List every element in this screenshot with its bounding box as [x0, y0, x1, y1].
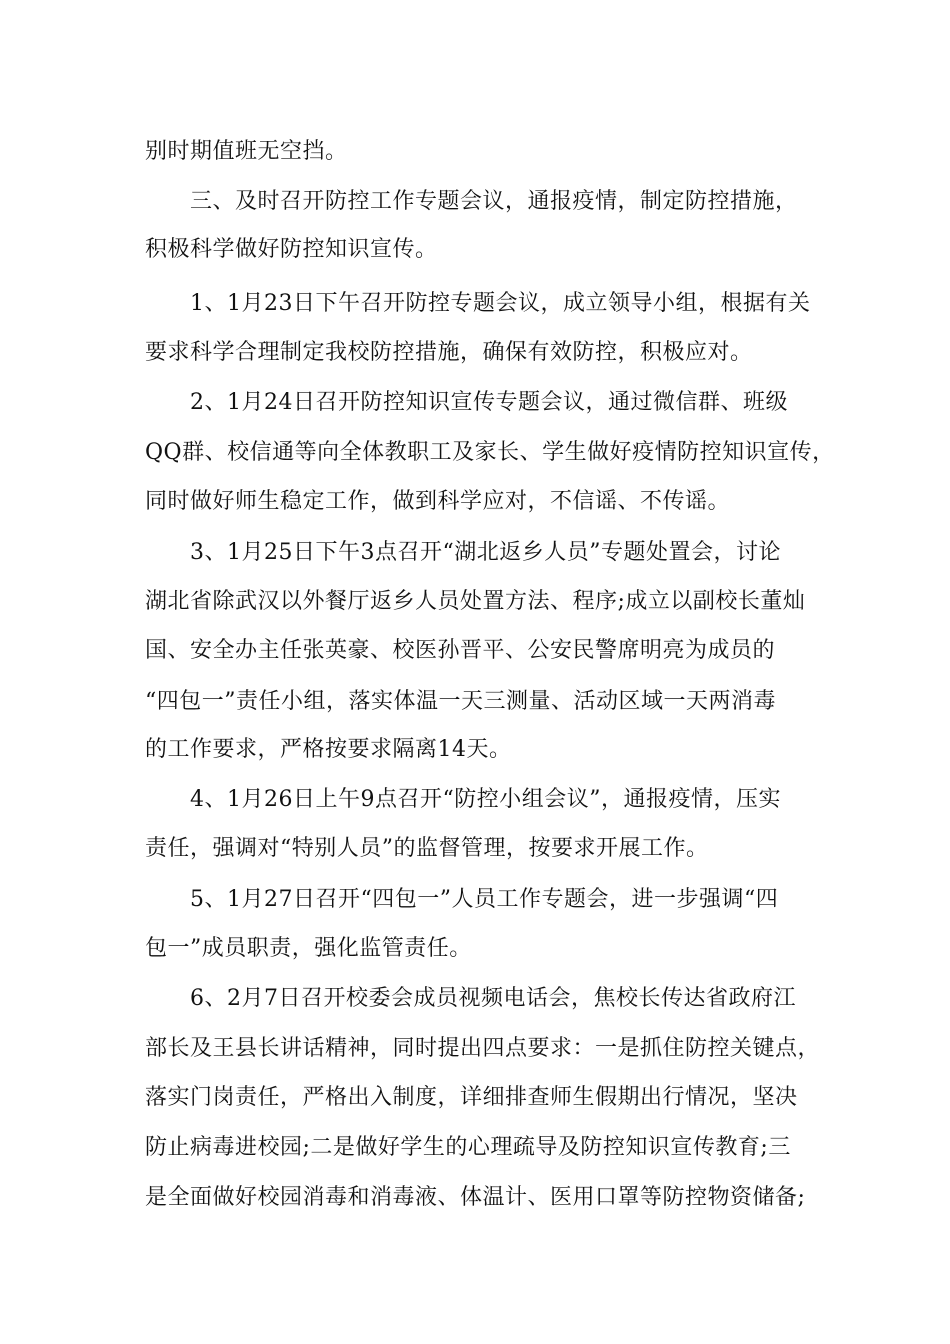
text-line: 要求科学合理制定我校防控措施，确保有效防控，积极应对。 [145, 340, 753, 365]
text-line: 5、1月27日召开“四包一”人员工作专题会，进一步强调“四 [190, 887, 779, 912]
text-line: 湖北省除武汉以外餐厅返乡人员处置方法、程序;成立以副校长董灿 [145, 589, 806, 614]
text-line: 责任，强调对“特别人员”的监督管理，按要求开展工作。 [145, 836, 709, 861]
text-line: 是全面做好校园消毒和消毒液、体温计、医用口罩等防控物资储备; [145, 1185, 806, 1210]
section-heading: 三、及时召开防控工作专题会议，通报疫情，制定防控措施， [190, 189, 798, 214]
text-line: 别时期值班无空挡。 [145, 139, 348, 164]
section-heading: 积极科学做好防控知识宣传。 [145, 237, 438, 262]
text-line: 同时做好师生稳定工作，做到科学应对，不信谣、不传谣。 [145, 489, 731, 514]
text-line: 落实门岗责任，严格出入制度，详细排查师生假期出行情况，坚决 [145, 1085, 798, 1110]
text-line: 国、安全办主任张英豪、校医孙晋平、公安民警席明亮为成员的 [145, 638, 776, 663]
text-line: “四包一”责任小组，落实体温一天三测量、活动区域一天两消毒 [145, 689, 776, 714]
text-line: QQ群、校信通等向全体教职工及家长、学生做好疫情防控知识宣传， [145, 440, 835, 465]
text-line: 1、1月23日下午召开防控专题会议，成立领导小组，根据有关 [190, 291, 811, 316]
text-line: 的工作要求，严格按要求隔离14天。 [145, 737, 512, 762]
text-line: 防止病毒进校园;二是做好学生的心理疏导及防控知识宣传教育;三 [145, 1135, 791, 1160]
text-line: 包一”成员职责，强化监管责任。 [145, 936, 472, 961]
text-line: 6、2月7日召开校委会成员视频电话会，焦校长传达省政府江 [190, 986, 796, 1011]
text-line: 2、1月24日召开防控知识宣传专题会议，通过微信群、班级 [190, 390, 788, 415]
text-line: 3、1月25日下午3点召开“湖北返乡人员”专题处置会，讨论 [190, 540, 781, 565]
text-line: 部长及王县长讲话精神，同时提出四点要求：一是抓住防控关键点， [145, 1036, 821, 1061]
text-line: 4、1月26日上午9点召开“防控小组会议”，通报疫情，压实 [190, 787, 781, 812]
